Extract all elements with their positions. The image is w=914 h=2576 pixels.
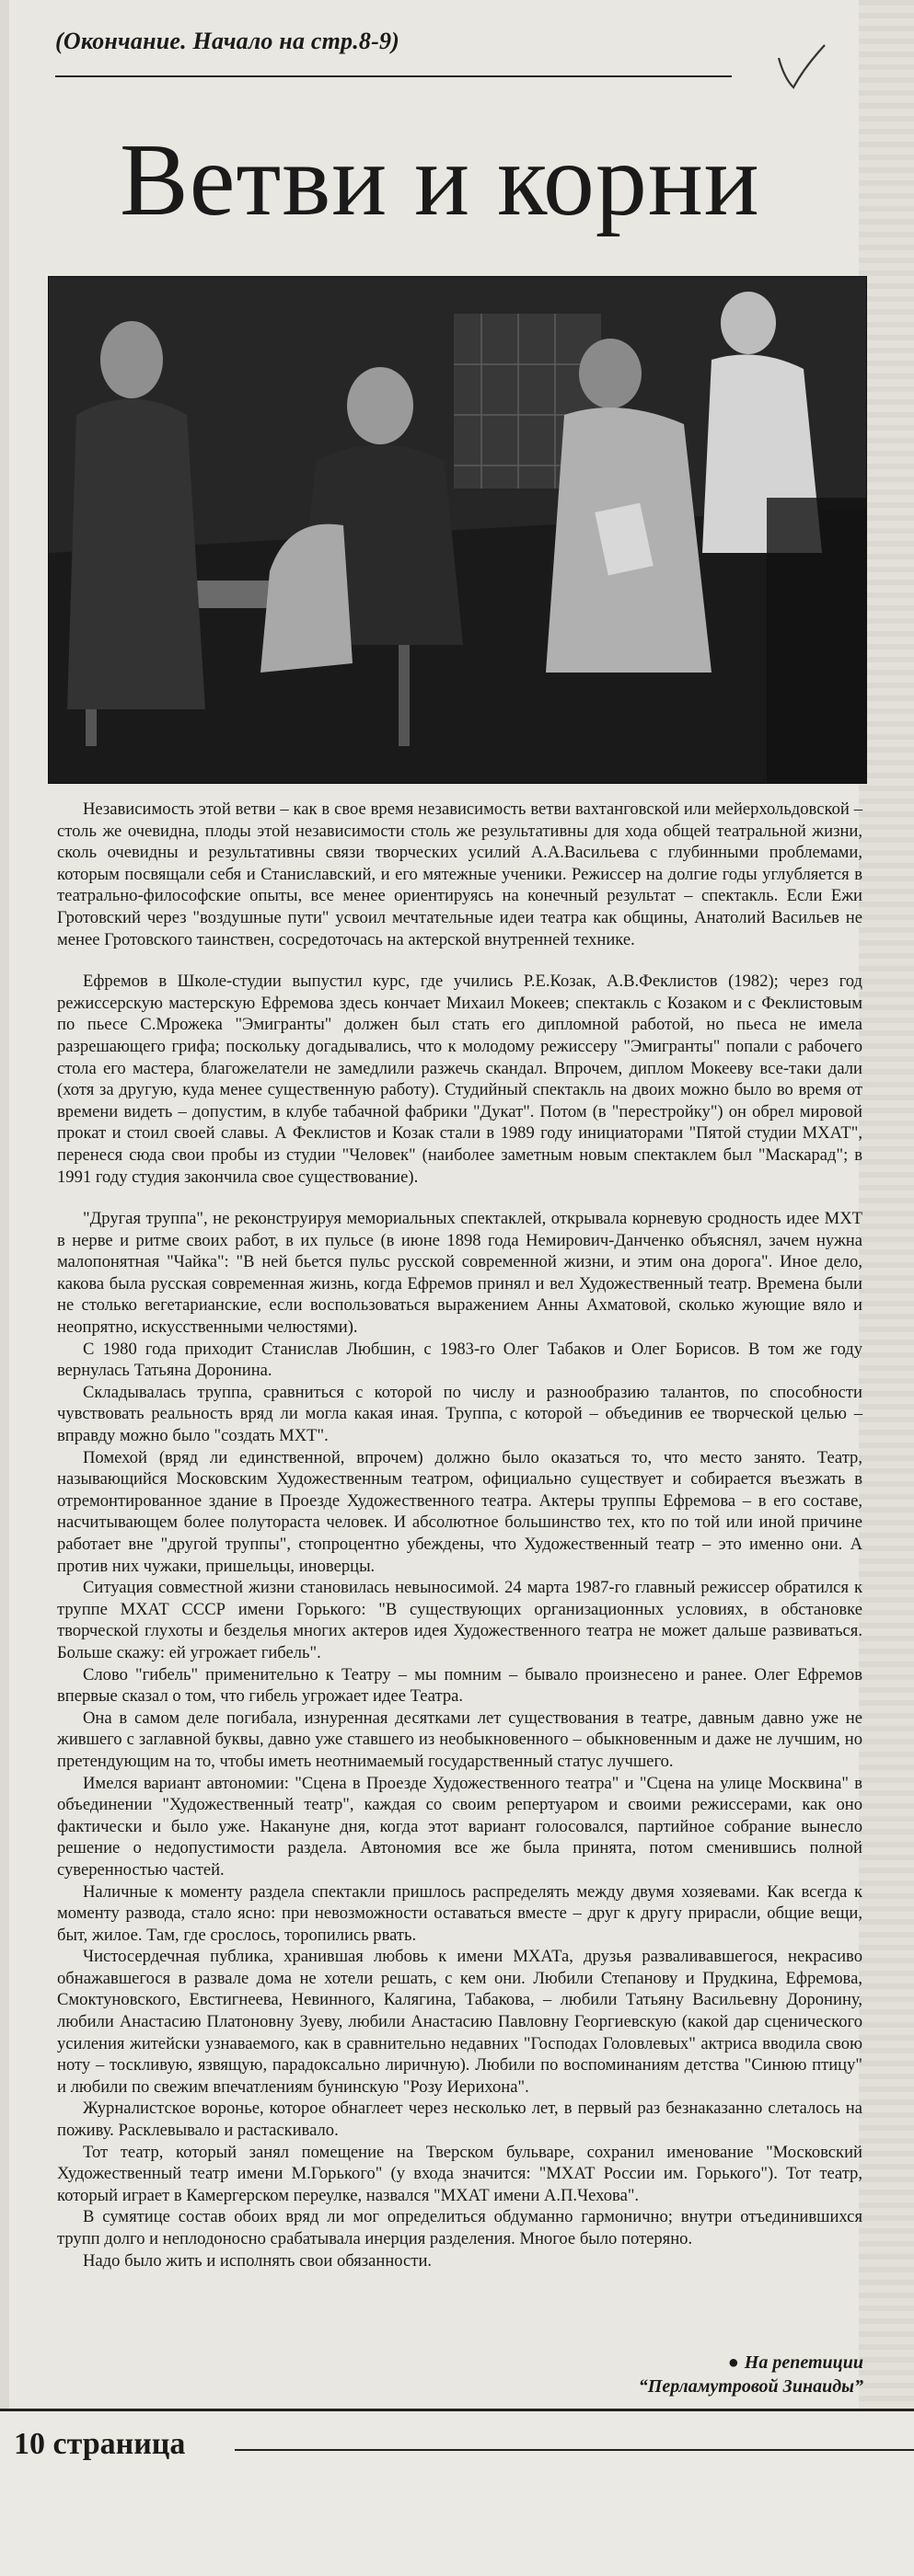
article-paragraph: Ситуация совместной жизни становилась невыносимой. 24 марта 1987-го главный режиссер обратился к труппе МХАТ СССР имени Горького: "В существующих организационных условиях, в обстановке творческой глухоты и безделья многих актеров идея Художественного театра не может дальше развиваться. Больше скажу: ей угрожает гибель". [57,1578,862,1662]
page-number: 10 страница [14,2427,186,2461]
article-paragraph: "Другая труппа", не реконструируя мемориальных спектаклей, открывала корневую сродность идее МХТ в нерве и ритме своих работ, в их пульсе (в июне 1898 года Немирович-Данченко объяснял, зачем нужна малопонятная "Чайка": "В ней бьется пульс русской современной жизни, и этим она дорога". Иное дело, какова была русская современная жизнь, когда Ефремов принял и вел Художественный театр. Времена были не столько вегетарианские, если воспользоваться выражением Анны Ахматовой, сколько жующие вяло и неопрятно, искусственными челюстями). [57,1209,862,1338]
bullet-icon: ● [727,2352,739,2373]
photo-caption [639,2351,863,2398]
adjacent-column-edge-left [0,0,9,2410]
article-paragraph: Помехой (вряд ли единственной, впрочем) должно было оказаться то, что место занято. Театр, называющийся Московским Художественным театром, официально существует и собирается въезжать в отремонтированное здание в Проезде Художественного театра. Актеры труппы Ефремова – в его составе, насчитывающем более полутораста человек. И абсолютное большинство тех, кто по той или иной причине работает вне "другой труппы", стопроцентно убеждены, что Художественный театр – это именно они. А против них чужаки, пришельцы, иноверцы. [57,1447,862,1576]
checkmark-icon [773,41,828,92]
article-paragraph: Имелся вариант автономии: "Сцена в Проезде Художественного театра" и "Сцена на улице Москвина" в объединении "Художественный театр", каждая со своим репертуаром и своими режиссерами, как оно фактически и было уже. Накануне дня, когда этот вариант голосовался, партийное собрание вынесло решение о недопустимости раздела. Автономия все же была принята, потом сменившись полной суверенностью частей. [57,1773,862,1880]
adjacent-column-edge-right [859,0,914,2410]
photo-scene [49,277,866,783]
article-paragraph: Ефремов в Школе-студии выпустил курс, где учились Р.Е.Козак, А.В.Феклистов (1982); через год режиссерскую мастерскую Ефремова здесь кончает Михаил Мокеев; спектакль с Козаком и с Феклистовым по пьесе С.Мрожека "Эмигранты" должен был стать его дипломной работой, но пьеса не имела разрешающего грифа; поскольку догадывались, что к молодому режиссеру "Эмигранты" попали с рабочего стола его мастера, благожелатели не замедлили разжечь скандал. Впрочем, диплом Мокееву все-таки дали (хотя за другую, куда менее существенную работу). Студийный спектакль на двоих можно было во время от времени видеть – допустим, в клубе табачной фабрики "Дукат". Потом (в "перестройку") он обрел мировой прокат и стоил своей славы. А Феклистов и Козак стали в 1989 году инициаторами "Пятой студии МХАТ", перенеся сюда свои пробы из студии "Человек" (наиболее заметным новым спектаклем был "Маскарад"; в 1991 году студия закончила свое существование). [57,972,862,1187]
article-paragraph: Независимость этой ветви – как в свое время независимость ветви вахтанговской или мейерхольдовской – столь же очевидна, плоды этой независимости столь же результативны для хода общей театральной жизни, сколь очевидны и результативны связи творческих усилий А.А.Васильева с глубинными проблемами, которым посвящали себя и Станиславский, и его мятежные ученики. Режиссер на долгие годы углубляется в театрально-философские опыты, все менее ориентируясь на конечный результат – спектакль. Если Ежи Гротовский через "воздушные пути" усвоил мечтательные идеи театра как общины, Анатолий Васильев не менее Гротовского таинствен, сосредоточась на актерской внутренней технике. [57,799,862,949]
rehearsal-photo [48,276,867,784]
article-paragraph: В сумятице состав обоих вряд ли мог определиться обдуманно гармонично; внутри отъединившихся трупп долго и неплодоносно срабатывала инерция разделения. Многое было потеряно. [57,2207,862,2248]
caption-line-2: “Перламутровой Зинаиды” [638,2376,863,2397]
article-paragraph: Надо было жить и исполнять свои обязанности. [83,2250,433,2271]
article-paragraph: Слово "гибель" применительно к Театру – мы помним – бывало произнесено и ранее. Олег Ефремов впервые сказал о том, что гибель угрожает идее Театра. [57,1664,862,1707]
article-paragraph: Чистосердечная публика, хранившая любовь к имени МХАТа, друзья разваливавшегося, некрасиво обнажавшегося в развале дома не хотели решать, с кем они. Любили Степанову и Прудкина, Ефремова, Смоктуновского, Евстигнеева, Невинного, Калягина, Табакова, – любили Татьяну Васильевну Доронину, любили Анастасию Платоновну Зуеву, любили Анастасию Павловну Георгиевскую (какой дар сценического усиления житейски узнаваемого, как в сравнительно недавних "Господах Головлевых" актриса вводила свою ноту – тоскливую, язвящую, парадоксально лиричную). Любили по воспоминаниям детства "Синюю птицу" и любили по свежим впечатлениям бунинскую "Розу Иерихона". [57,1947,862,2097]
headline: Ветви и корни [120,123,760,237]
article-paragraph: Она в самом деле погибала, изнуренная десятками лет существования в театре, давным давно уже не жившего с заглавной буквы, давно уже ставшего из необыкновенного – обыкновенным и даже не лучшим, но претендующим на то, чтобы иметь неотнимаемый государственный статус лучшего. [57,1708,862,1771]
continuation-note: (Окончание. Начало на стр.8-9) [55,28,400,54]
article-paragraph: Складывалась труппа, сравниться с которой по числу и разнообразию талантов, по способности чувствовать реальность вряд ли могла какая иная. Труппа, с которой – объединив ее творческой целью – вправду можно было "создать МХТ". [57,1382,862,1446]
header-rule [55,75,732,77]
article-paragraph: Журналистское воронье, которое обнаглеет через несколько лет, в первый раз безнаказанно слеталось на поживу. Расклевывало и растаскивало. [57,2099,862,2141]
article-paragraph: С 1980 года приходит Станислав Любшин, с 1983-го Олег Табаков и Олег Борисов. В том же году вернулась Татьяна Доронина. [57,1339,862,1381]
footer-rule [235,2449,914,2451]
article-body [57,799,862,2271]
article-paragraph: Тот театр, который занял помещение на Тверском бульваре, сохранил именование "Московский Художественный театр имени М.Горького" (у входа значится: "МХАТ России им. Горького"). Тот театр, который играет в Камергерском переулке, назвался "МХАТ имени А.П.Чехова". [57,2142,862,2205]
caption-line-1: На репетиции [744,2352,863,2373]
article-paragraph: Наличные к моменту раздела спектакли пришлось распределять между двумя хозяевами. Как всегда к моменту развода, стало ясно: при невозможности оставаться вместе – друг к другу прирасли, общие вещи, быт, жилое. Там, где срослось, торопились рвать. [57,1881,862,1945]
